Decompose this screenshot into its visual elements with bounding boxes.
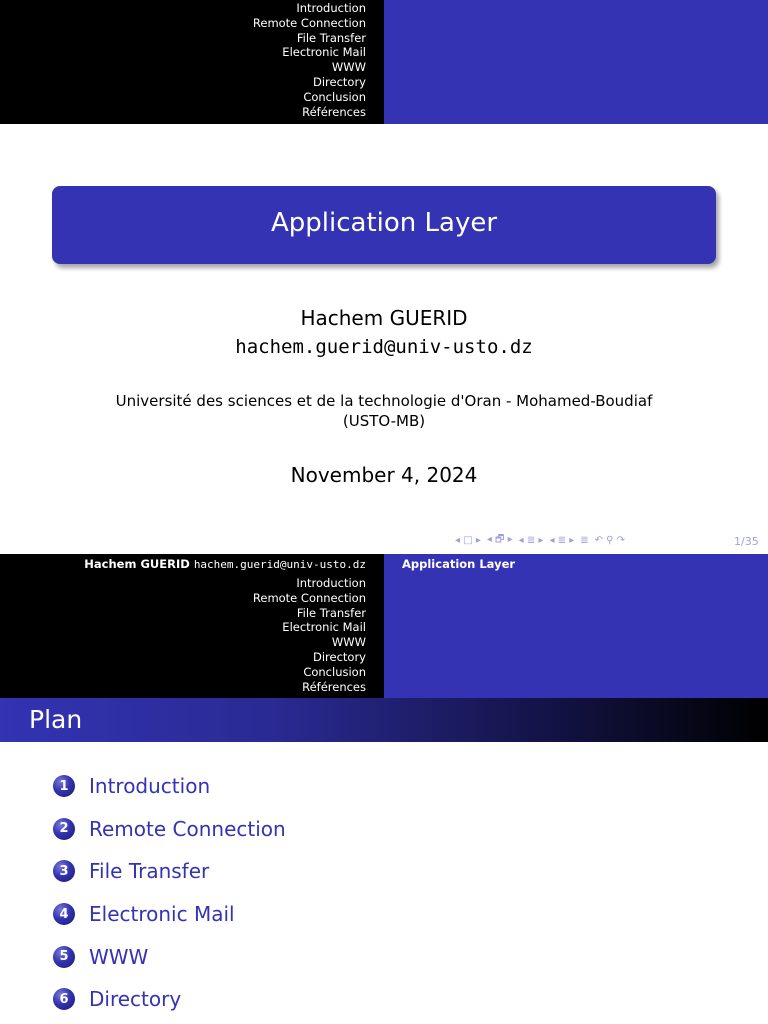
slide1-section-nav — [253, 1, 366, 119]
nav-item-directory[interactable]: Directory — [312, 649, 366, 664]
frame-title: Plan — [29, 705, 83, 734]
toc-label: WWW — [89, 944, 149, 969]
nav-item-www[interactable]: WWW — [331, 635, 366, 650]
document-nav-icon[interactable]: ≣ — [580, 534, 589, 546]
toc-item-introduction[interactable] — [53, 765, 286, 808]
toc-number-ball: 1 — [53, 775, 75, 797]
nav-item-remote-connection[interactable]: Remote Connection — [252, 15, 366, 30]
presentation-date: November 4, 2024 — [290, 463, 478, 487]
nav-item-www[interactable]: WWW — [331, 60, 366, 75]
toc-item-electronic-mail[interactable] — [53, 893, 286, 936]
nav-item-file-transfer[interactable]: File Transfer — [296, 30, 366, 45]
toc-item-www[interactable] — [53, 935, 286, 978]
toc-label: File Transfer — [89, 859, 210, 884]
table-of-contents — [53, 765, 286, 1021]
toc-number-ball: 3 — [53, 860, 75, 882]
search-back-forward-icon[interactable]: ↶ ⚲ ↷ — [594, 534, 626, 546]
slide1-header-right — [384, 0, 768, 124]
toc-label: Remote Connection — [89, 816, 286, 841]
header-author-name: Hachem GUERID — [84, 557, 190, 571]
header-title: Application Layer — [402, 557, 516, 571]
author-name: Hachem GUERID — [300, 306, 468, 330]
header-author-email: hachem.guerid@univ-usto.dz — [193, 558, 366, 571]
nav-item-introduction[interactable]: Introduction — [296, 1, 366, 15]
beamer-navigation-symbols — [455, 533, 720, 547]
slide2-header-left — [0, 554, 384, 698]
header-author — [84, 557, 366, 571]
slide2-section-nav — [253, 576, 366, 694]
slide-back-icon[interactable]: ◂ □ ▸ — [455, 534, 481, 546]
section-nav-icon[interactable]: ◂ ≣ ▸ — [549, 534, 575, 546]
nav-item-conclusion[interactable]: Conclusion — [303, 89, 366, 104]
nav-item-references[interactable]: Références — [302, 679, 366, 694]
frame-nav-icon[interactable]: ◂ 🗗 ▸ — [486, 533, 513, 545]
page-number: 1/35 — [734, 535, 759, 548]
slide-title: Application Layer — [270, 208, 498, 238]
toc-item-file-transfer[interactable] — [53, 850, 286, 893]
institute-line-1: Université des sciences et de la technologie d'Oran - Mohamed-Boudiaf — [115, 392, 653, 410]
slide2-header-right — [384, 554, 768, 698]
institute-line-2: (USTO-MB) — [342, 412, 426, 430]
nav-item-references[interactable]: Références — [302, 104, 366, 119]
toc-label: Electronic Mail — [89, 902, 235, 927]
subsection-nav-icon[interactable]: ◂ ≣ ▸ — [518, 534, 544, 546]
nav-item-electronic-mail[interactable]: Electronic Mail — [282, 620, 366, 635]
toc-number-ball: 2 — [53, 818, 75, 840]
toc-item-remote-connection[interactable] — [53, 808, 286, 851]
nav-item-directory[interactable]: Directory — [312, 74, 366, 89]
nav-item-introduction[interactable]: Introduction — [296, 576, 366, 590]
toc-number-ball: 4 — [53, 903, 75, 925]
toc-number-ball: 5 — [53, 946, 75, 968]
nav-item-file-transfer[interactable]: File Transfer — [296, 605, 366, 620]
slide1-header-left — [0, 0, 384, 124]
nav-item-conclusion[interactable]: Conclusion — [303, 664, 366, 679]
author-email: hachem.guerid@univ-usto.dz — [235, 336, 533, 358]
toc-item-directory[interactable] — [53, 978, 286, 1021]
frame-title-bar — [0, 698, 768, 742]
toc-label: Directory — [89, 987, 182, 1012]
nav-item-electronic-mail[interactable]: Electronic Mail — [282, 45, 366, 60]
nav-item-remote-connection[interactable]: Remote Connection — [252, 590, 366, 605]
title-block — [52, 186, 716, 264]
toc-label: Introduction — [89, 774, 211, 799]
toc-number-ball: 6 — [53, 988, 75, 1010]
